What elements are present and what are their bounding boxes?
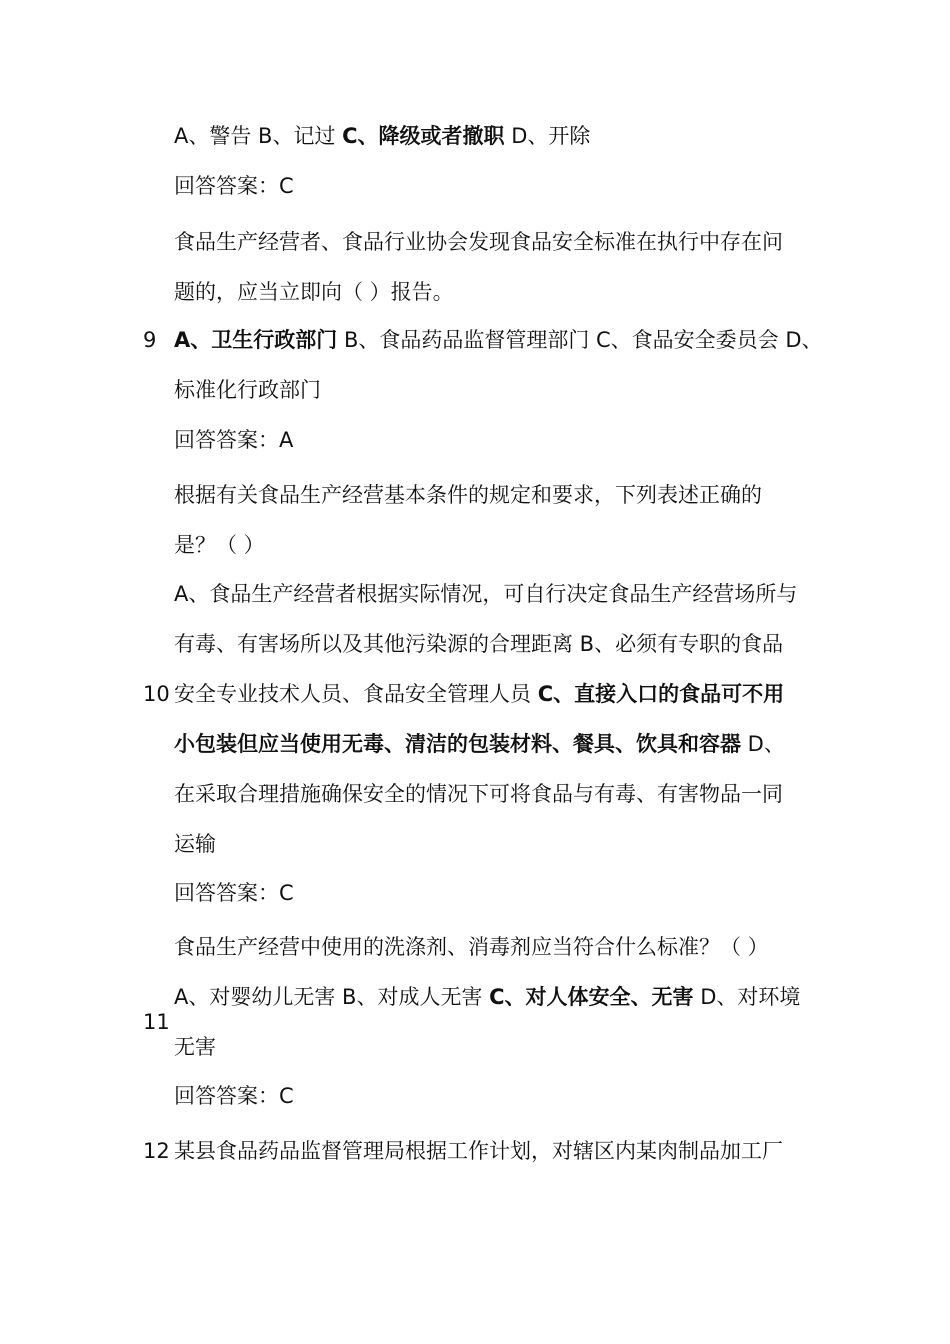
q10-options-line-3 xyxy=(174,682,824,706)
q12-number: 12 xyxy=(143,1139,170,1163)
q11-number: 11 xyxy=(143,1010,170,1034)
q11-option-d: D、对环境 xyxy=(693,985,801,1009)
q12-question-line-1: 某县食品药品监督管理局根据工作计划，对辖区内某肉制品加工厂 xyxy=(174,1139,783,1163)
q9-option-b-c-d: B、食品药品监督管理部门 C、食品安全委员会 D、 xyxy=(337,328,823,352)
q11-options-line-2: 无害 xyxy=(174,1035,216,1059)
q10-options-line-5: 在采取合理措施确保安全的情况下可将食品与有毒、有害物品一同 xyxy=(174,782,783,806)
q9-option-a-correct: A、卫生行政部门 xyxy=(174,328,338,352)
q10-options-line-6: 运输 xyxy=(174,832,216,856)
q8-options xyxy=(174,124,824,148)
q8-answer: 回答答案：C xyxy=(174,174,294,198)
q9-options xyxy=(174,328,824,352)
q10-question-line-1: 根据有关食品生产经营基本条件的规定和要求，下列表述正确的 xyxy=(174,483,762,507)
q8-option-c-correct: C、降级或者撤职 xyxy=(342,124,505,148)
q10-option-b-tail: 安全专业技术人员、食品安全管理人员 xyxy=(174,682,538,706)
q9-number: 9 xyxy=(143,328,157,352)
q8-option-a-b: A、警告 B、记过 xyxy=(174,124,343,148)
q8-option-d: D、开除 xyxy=(504,124,591,148)
q10-answer: 回答答案：C xyxy=(174,881,294,905)
q10-option-c-correct: C、直接入口的食品可不用 xyxy=(537,682,785,706)
q10-option-d-label: D、 xyxy=(741,732,785,756)
q10-options-line-4 xyxy=(174,732,824,756)
q10-option-c-correct-cont: 小包装但应当使用无毒、清洁的包装材料、餐具、饮具和容器 xyxy=(174,732,741,756)
q9-question-line-1: 食品生产经营者、食品行业协会发现食品安全标准在执行中存在问 xyxy=(174,230,783,254)
q9-options-line-2: 标准化行政部门 xyxy=(174,378,321,402)
q10-options-line-1: A、食品生产经营者根据实际情况，可自行决定食品生产经营场所与 xyxy=(174,582,798,606)
q9-question-line-2: 题的，应当立即向（ ）报告。 xyxy=(174,280,454,304)
q11-question: 食品生产经营中使用的洗涤剂、消毒剂应当符合什么标准？（ ） xyxy=(174,935,769,959)
q10-number: 10 xyxy=(143,682,170,706)
q10-options-line-2: 有毒、有害场所以及其他污染源的合理距离 B、必须有专职的食品 xyxy=(174,632,784,656)
q11-option-a-b: A、对婴幼儿无害 B、对成人无害 xyxy=(174,985,490,1009)
q11-answer: 回答答案：C xyxy=(174,1084,294,1108)
q11-options xyxy=(174,985,824,1009)
q9-answer: 回答答案：A xyxy=(174,428,294,452)
q10-question-line-2: 是？（ ） xyxy=(174,533,265,557)
q11-option-c-correct: C、对人体安全、无害 xyxy=(489,985,694,1009)
